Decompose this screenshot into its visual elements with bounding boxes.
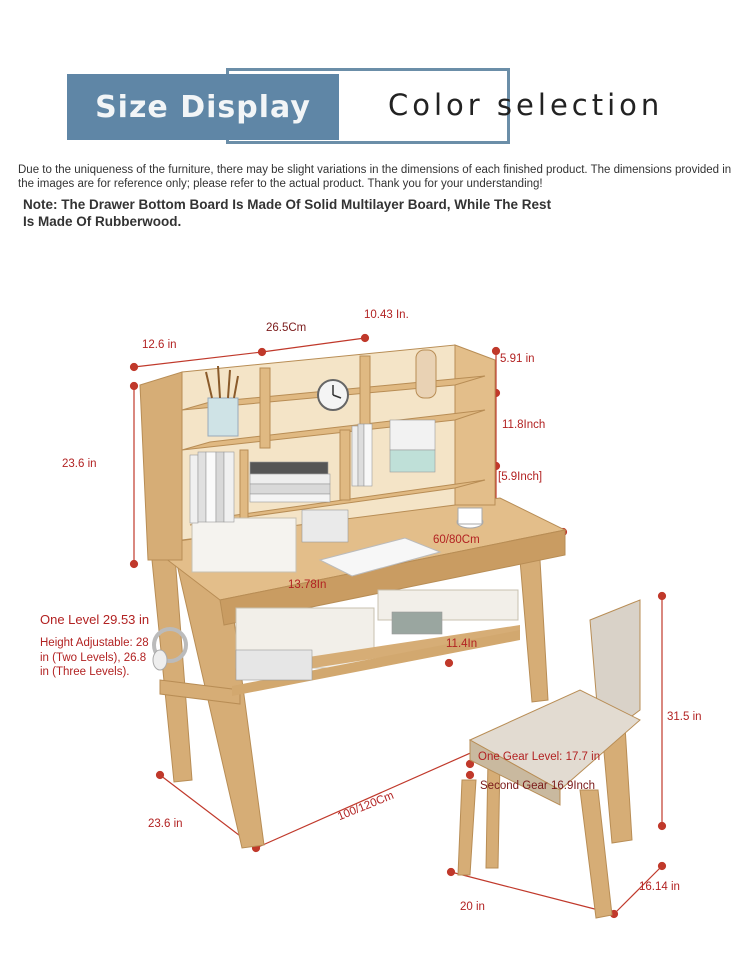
dim-chair-gear-one: One Gear Level: 17.7 in [478,751,601,763]
dim-hutch-height: 23.6 in [62,458,97,470]
dim-chair-height: 31.5 in [667,711,702,723]
dim-chair-width: 20 in [460,901,485,913]
dim-level-one: One Level 29.53 in [40,612,150,627]
dim-hutch-width-in: 10.43 In. [364,309,409,321]
dim-desk-depth: 13.78In [288,579,327,591]
dim-desk-side-depth: 23.6 in [148,818,183,830]
dim-mid-shelf-height: 11.8Inch [502,419,546,431]
dim-low-shelf-height: [5.9Inch] [498,471,543,483]
dim-height-adjustable: Height Adjustable: 28 in (Two Levels), 26.8 in (Three Levels). [40,637,149,678]
dim-drawer-gap: 11.4In [446,638,478,650]
disclaimer-text: Due to the uniqueness of the furniture, there may be slight variations in the dimensions of each finished product. The dimensions provided in the images are for reference only; please refer to the actual product. Thank you for your understanding! [18,164,732,190]
dim-desk-width-cm: 60/80Cm [433,534,480,546]
dim-hutch-side-depth: 12.6 in [142,339,177,351]
material-note: Note: The Drawer Bottom Board Is Made Of Solid Multilayer Board, While The Rest Is Made Of Rubberwood. [23,197,552,229]
dim-chair-gear-two: Second Gear 16.9Inch [480,780,596,792]
dim-top-shelf-height: 5.91 in [500,353,535,365]
dim-desk-length: 100/120Cm [336,789,396,824]
size-display-label: Size Display [95,89,311,125]
color-selection-label[interactable]: Color selection [388,88,664,122]
dim-chair-depth: 16.14 in [639,881,680,893]
dim-hutch-width-cm: 26.5Cm [266,322,307,334]
